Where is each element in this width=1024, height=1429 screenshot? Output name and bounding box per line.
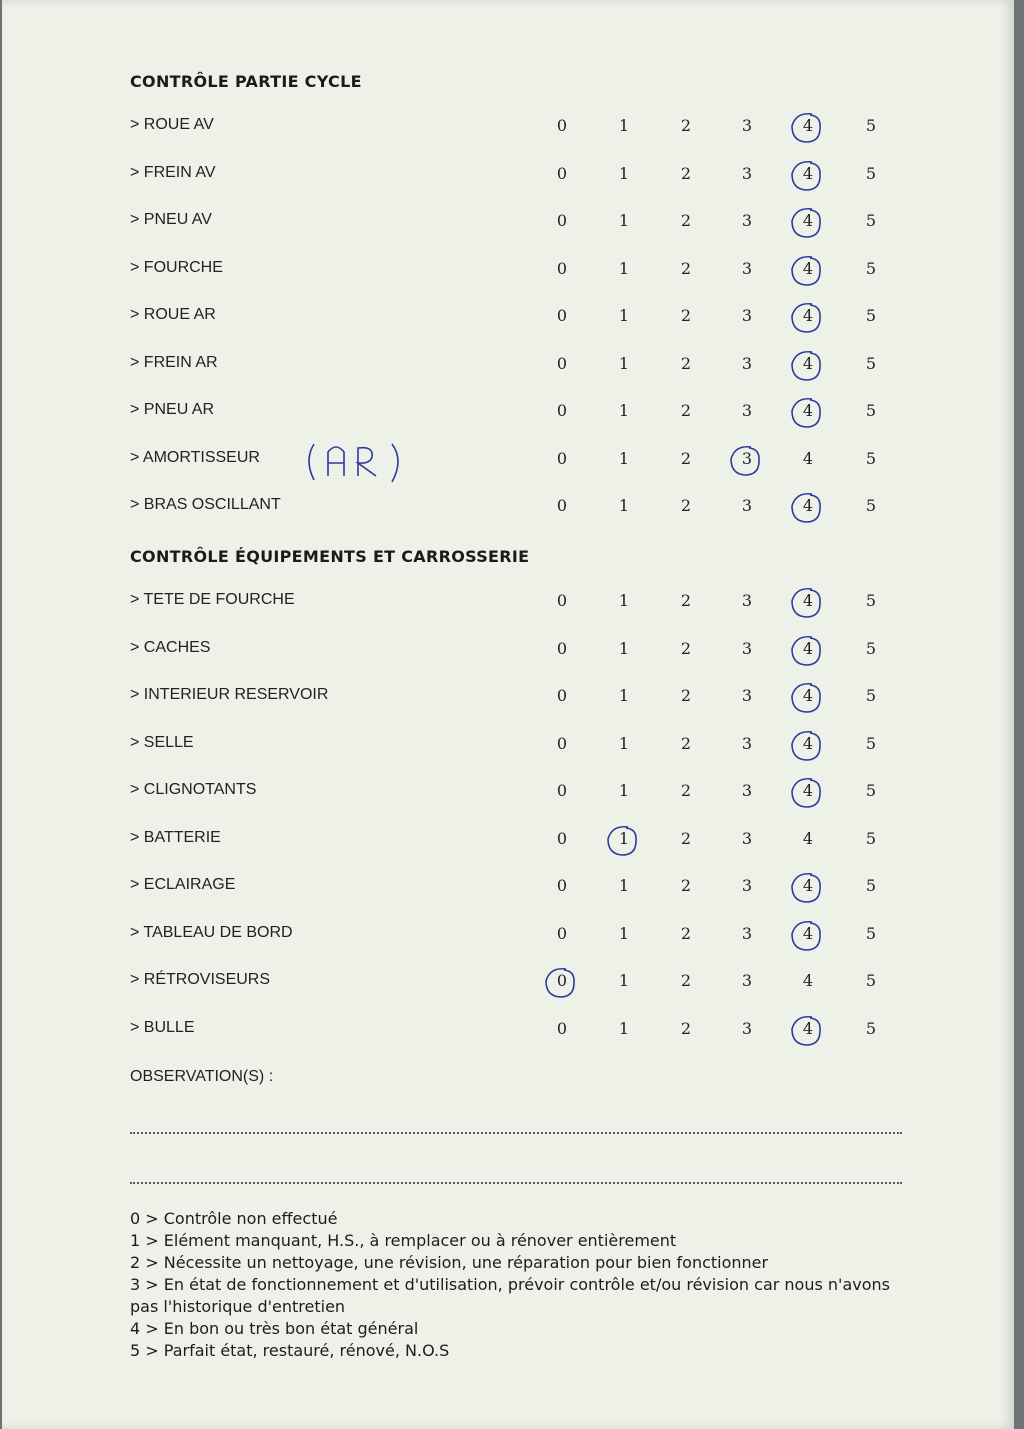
score-value: 4 bbox=[802, 781, 814, 800]
score-option-3[interactable] bbox=[735, 259, 759, 278]
item-label: > BATTERIE bbox=[130, 828, 221, 846]
score-value: 4 bbox=[802, 163, 814, 183]
score-option-1[interactable] bbox=[612, 781, 636, 800]
score-option-2[interactable] bbox=[674, 924, 698, 943]
score-value: 3 bbox=[741, 211, 753, 230]
legend-line-4: 4 > En bon ou très bon état général bbox=[130, 1319, 419, 1338]
score-option-0[interactable] bbox=[550, 781, 574, 800]
score-value: 2 bbox=[680, 638, 692, 658]
score-option-0[interactable] bbox=[550, 449, 574, 468]
score-option-3[interactable] bbox=[735, 686, 759, 705]
checklist-row bbox=[2, 920, 1002, 950]
score-option-0[interactable] bbox=[550, 354, 574, 373]
score-value: 3 bbox=[741, 686, 753, 705]
score-option-2[interactable] bbox=[674, 1019, 698, 1038]
checklist-row bbox=[2, 872, 1002, 902]
checklist-row bbox=[2, 492, 1002, 522]
score-option-2[interactable] bbox=[674, 639, 698, 658]
score-value: 1 bbox=[618, 163, 630, 183]
score-option-0[interactable] bbox=[550, 1019, 574, 1038]
score-option-3[interactable] bbox=[735, 734, 759, 753]
score-value: 0 bbox=[556, 591, 568, 610]
score-value: 5 bbox=[865, 448, 877, 468]
legend-line-1: 1 > Elément manquant, H.S., à remplacer ou à rénover entièrement bbox=[130, 1231, 677, 1250]
score-option-1[interactable] bbox=[612, 496, 636, 515]
score-value: 1 bbox=[618, 781, 630, 800]
score-value: 2 bbox=[680, 781, 692, 800]
score-option-3[interactable] bbox=[735, 639, 759, 658]
score-option-0[interactable] bbox=[550, 639, 574, 658]
score-option-3[interactable] bbox=[735, 354, 759, 373]
observation-line-2[interactable] bbox=[130, 1182, 902, 1184]
score-option-4[interactable] bbox=[796, 211, 820, 230]
score-option-5[interactable] bbox=[859, 449, 883, 468]
score-value: 5 bbox=[865, 163, 877, 183]
score-option-4[interactable] bbox=[796, 829, 820, 848]
score-option-4[interactable] bbox=[796, 924, 820, 943]
score-value: 0 bbox=[556, 686, 568, 705]
score-value: 4 bbox=[802, 686, 814, 705]
observation-line-1[interactable] bbox=[130, 1132, 902, 1134]
score-value: 1 bbox=[618, 211, 630, 230]
score-option-2[interactable] bbox=[674, 164, 698, 183]
score-value: 0 bbox=[556, 401, 568, 420]
score-value: 2 bbox=[680, 971, 692, 990]
score-option-4[interactable] bbox=[796, 354, 820, 373]
score-option-1[interactable] bbox=[612, 829, 636, 848]
score-value: 5 bbox=[865, 306, 877, 325]
score-value: 0 bbox=[556, 163, 568, 183]
score-value: 4 bbox=[802, 638, 814, 658]
score-option-2[interactable] bbox=[674, 354, 698, 373]
score-value: 1 bbox=[618, 258, 630, 278]
score-value: 3 bbox=[741, 781, 753, 800]
checklist-row bbox=[2, 967, 1002, 997]
score-value: 0 bbox=[556, 496, 568, 515]
score-option-3[interactable] bbox=[735, 971, 759, 990]
score-option-3[interactable] bbox=[735, 306, 759, 325]
checklist-row bbox=[2, 397, 1002, 427]
legend-line-3: 3 > En état de fonctionnement et d'utilisation, prévoir contrôle et/ou révision car nous n'avons pas l'historique d'entretien bbox=[130, 1275, 890, 1316]
score-option-5[interactable] bbox=[859, 211, 883, 230]
legend-line-0: 0 > Contrôle non effectué bbox=[130, 1209, 338, 1228]
checklist-row bbox=[2, 255, 1002, 285]
score-value: 3 bbox=[741, 496, 753, 515]
score-value: 0 bbox=[556, 211, 568, 230]
score-option-5[interactable] bbox=[859, 876, 883, 895]
score-value: 0 bbox=[556, 448, 568, 468]
score-option-1[interactable] bbox=[612, 924, 636, 943]
score-option-4[interactable] bbox=[796, 306, 820, 325]
score-option-2[interactable] bbox=[674, 591, 698, 610]
score-option-4[interactable] bbox=[796, 686, 820, 705]
score-value: 3 bbox=[741, 923, 753, 943]
score-value: 0 bbox=[556, 258, 568, 278]
score-option-2[interactable] bbox=[674, 876, 698, 895]
score-option-5[interactable] bbox=[859, 1019, 883, 1038]
score-option-0[interactable] bbox=[550, 306, 574, 325]
score-value: 1 bbox=[618, 686, 630, 705]
score-value: 1 bbox=[618, 353, 630, 373]
score-value: 1 bbox=[618, 638, 630, 658]
score-value: 5 bbox=[865, 1018, 877, 1038]
score-option-3[interactable] bbox=[735, 781, 759, 800]
score-value: 1 bbox=[618, 733, 630, 753]
score-value: 2 bbox=[680, 116, 692, 135]
item-label: > INTERIEUR RESERVOIR bbox=[130, 686, 329, 703]
score-value: 2 bbox=[680, 258, 692, 278]
checklist-row bbox=[2, 587, 1002, 617]
score-value: 4 bbox=[802, 306, 814, 325]
item-label: > ROUE AR bbox=[130, 306, 216, 323]
score-option-5[interactable] bbox=[859, 306, 883, 325]
score-value: 3 bbox=[741, 401, 753, 420]
item-label: > BULLE bbox=[130, 1018, 195, 1036]
score-value: 4 bbox=[802, 211, 814, 230]
checklist-row bbox=[2, 777, 1002, 807]
item-label: > CACHES bbox=[130, 638, 211, 656]
score-value: 3 bbox=[741, 733, 753, 753]
checklist-row bbox=[2, 1015, 1002, 1045]
score-option-0[interactable] bbox=[550, 164, 574, 183]
score-value: 1 bbox=[618, 591, 630, 610]
score-value: 3 bbox=[741, 116, 753, 135]
score-option-5[interactable] bbox=[859, 401, 883, 420]
score-option-0[interactable] bbox=[550, 734, 574, 753]
score-value: 5 bbox=[865, 353, 877, 373]
item-label: > CLIGNOTANTS bbox=[130, 781, 257, 798]
item-label: > BRAS OSCILLANT bbox=[130, 496, 281, 513]
score-option-3[interactable] bbox=[735, 876, 759, 895]
score-value: 4 bbox=[802, 1018, 814, 1038]
score-value: 2 bbox=[680, 828, 692, 848]
score-option-1[interactable] bbox=[612, 211, 636, 230]
score-option-2[interactable] bbox=[674, 306, 698, 325]
score-value: 0 bbox=[556, 733, 568, 753]
section-title-equipment: CONTRÔLE ÉQUIPEMENTS ET CARROSSERIE bbox=[130, 547, 530, 566]
score-value: 2 bbox=[680, 591, 692, 610]
score-value: 4 bbox=[802, 876, 814, 895]
score-value: 1 bbox=[618, 828, 630, 848]
score-value: 2 bbox=[680, 496, 692, 515]
checklist-row bbox=[2, 635, 1002, 665]
score-option-4[interactable] bbox=[796, 116, 820, 135]
score-option-0[interactable] bbox=[550, 876, 574, 895]
score-value: 5 bbox=[865, 971, 877, 990]
score-option-4[interactable] bbox=[796, 591, 820, 610]
legend-line-2: 2 > Nécessite un nettoyage, une révision, une réparation pour bien fonctionner bbox=[130, 1253, 769, 1272]
score-option-1[interactable] bbox=[612, 639, 636, 658]
score-option-4[interactable] bbox=[796, 164, 820, 183]
score-value: 2 bbox=[680, 448, 692, 468]
score-option-1[interactable] bbox=[612, 259, 636, 278]
score-value: 1 bbox=[618, 876, 630, 895]
item-label: > FREIN AR bbox=[130, 353, 218, 371]
score-value: 4 bbox=[802, 116, 814, 135]
score-option-5[interactable] bbox=[859, 354, 883, 373]
score-option-3[interactable] bbox=[735, 164, 759, 183]
score-option-1[interactable] bbox=[612, 401, 636, 420]
score-value: 3 bbox=[741, 353, 753, 373]
score-value: 4 bbox=[802, 923, 814, 943]
checklist-row bbox=[2, 112, 1002, 142]
score-value: 2 bbox=[680, 163, 692, 183]
score-value: 0 bbox=[556, 353, 568, 373]
score-option-4[interactable] bbox=[796, 401, 820, 420]
score-option-4[interactable] bbox=[796, 496, 820, 515]
score-value: 0 bbox=[556, 638, 568, 658]
score-option-0[interactable] bbox=[550, 401, 574, 420]
score-value: 5 bbox=[865, 638, 877, 658]
score-value: 3 bbox=[741, 163, 753, 183]
score-option-2[interactable] bbox=[674, 259, 698, 278]
score-option-1[interactable] bbox=[612, 116, 636, 135]
score-value: 3 bbox=[741, 448, 753, 468]
score-option-0[interactable] bbox=[550, 496, 574, 515]
score-value: 4 bbox=[802, 971, 814, 990]
score-option-4[interactable] bbox=[796, 1019, 820, 1038]
score-value: 5 bbox=[865, 686, 877, 705]
score-option-1[interactable] bbox=[612, 449, 636, 468]
score-option-3[interactable] bbox=[735, 829, 759, 848]
score-value: 1 bbox=[618, 923, 630, 943]
score-value: 3 bbox=[741, 591, 753, 610]
checklist-row bbox=[2, 302, 1002, 332]
checklist-row bbox=[2, 445, 1002, 475]
score-value: 2 bbox=[680, 306, 692, 325]
score-value: 0 bbox=[556, 876, 568, 895]
score-value: 2 bbox=[680, 1018, 692, 1038]
score-option-5[interactable] bbox=[859, 971, 883, 990]
score-option-4[interactable] bbox=[796, 781, 820, 800]
score-option-2[interactable] bbox=[674, 781, 698, 800]
item-label: > SELLE bbox=[130, 733, 194, 751]
score-option-5[interactable] bbox=[859, 829, 883, 848]
score-value: 0 bbox=[556, 781, 568, 800]
score-option-4[interactable] bbox=[796, 876, 820, 895]
score-option-5[interactable] bbox=[859, 781, 883, 800]
score-value: 5 bbox=[865, 591, 877, 610]
score-value: 2 bbox=[680, 923, 692, 943]
score-option-0[interactable] bbox=[550, 211, 574, 230]
score-value: 3 bbox=[741, 971, 753, 990]
score-option-0[interactable] bbox=[550, 971, 574, 990]
score-option-5[interactable] bbox=[859, 259, 883, 278]
item-label: > PNEU AR bbox=[130, 401, 215, 418]
score-value: 5 bbox=[865, 116, 877, 135]
score-option-1[interactable] bbox=[612, 1019, 636, 1038]
checklist-row bbox=[2, 207, 1002, 237]
score-value: 5 bbox=[865, 876, 877, 895]
score-option-3[interactable] bbox=[735, 211, 759, 230]
score-value: 3 bbox=[741, 638, 753, 658]
checklist-row bbox=[2, 730, 1002, 760]
item-label: > ROUE AV bbox=[130, 116, 214, 133]
score-option-3[interactable] bbox=[735, 591, 759, 610]
score-value: 4 bbox=[802, 828, 814, 848]
score-option-1[interactable] bbox=[612, 306, 636, 325]
score-value: 0 bbox=[556, 923, 568, 943]
item-label: > TETE DE FOURCHE bbox=[130, 591, 295, 608]
score-option-2[interactable] bbox=[674, 829, 698, 848]
score-value: 5 bbox=[865, 923, 877, 943]
score-value: 0 bbox=[556, 1018, 568, 1038]
score-value: 0 bbox=[556, 116, 568, 135]
score-option-5[interactable] bbox=[859, 116, 883, 135]
score-option-2[interactable] bbox=[674, 496, 698, 515]
observations-label: OBSERVATION(S) : bbox=[130, 1068, 274, 1085]
checklist-row bbox=[2, 160, 1002, 190]
checklist-row bbox=[2, 682, 1002, 712]
score-option-4[interactable] bbox=[796, 734, 820, 753]
inspection-sheet bbox=[2, 0, 1014, 1429]
score-value: 0 bbox=[556, 306, 568, 325]
score-value: 2 bbox=[680, 353, 692, 373]
score-option-1[interactable] bbox=[612, 591, 636, 610]
score-option-3[interactable] bbox=[735, 1019, 759, 1038]
score-value: 4 bbox=[802, 353, 814, 373]
score-value: 3 bbox=[741, 306, 753, 325]
score-option-0[interactable] bbox=[550, 591, 574, 610]
checklist-row bbox=[2, 825, 1002, 855]
score-value: 5 bbox=[865, 828, 877, 848]
score-value: 5 bbox=[865, 781, 877, 800]
handwritten-note-ar bbox=[300, 436, 420, 486]
score-option-5[interactable] bbox=[859, 734, 883, 753]
score-option-4[interactable] bbox=[796, 971, 820, 990]
section-title-cycle: CONTRÔLE PARTIE CYCLE bbox=[130, 72, 362, 91]
score-value: 3 bbox=[741, 828, 753, 848]
score-value: 2 bbox=[680, 733, 692, 753]
score-option-1[interactable] bbox=[612, 734, 636, 753]
score-option-5[interactable] bbox=[859, 496, 883, 515]
score-value: 2 bbox=[680, 401, 692, 420]
score-value: 2 bbox=[680, 686, 692, 705]
score-option-4[interactable] bbox=[796, 639, 820, 658]
score-option-3[interactable] bbox=[735, 449, 759, 468]
score-value: 2 bbox=[680, 211, 692, 230]
score-value: 5 bbox=[865, 496, 877, 515]
score-value: 3 bbox=[741, 1018, 753, 1038]
score-value: 5 bbox=[865, 258, 877, 278]
score-value: 4 bbox=[802, 258, 814, 278]
score-option-0[interactable] bbox=[550, 686, 574, 705]
score-value: 0 bbox=[556, 828, 568, 848]
score-value: 1 bbox=[618, 448, 630, 468]
score-value: 4 bbox=[802, 401, 814, 420]
score-option-2[interactable] bbox=[674, 971, 698, 990]
score-option-2[interactable] bbox=[674, 734, 698, 753]
score-value: 1 bbox=[618, 1018, 630, 1038]
score-value: 3 bbox=[741, 876, 753, 895]
score-option-0[interactable] bbox=[550, 259, 574, 278]
item-label: > FREIN AV bbox=[130, 163, 216, 181]
item-label: > TABLEAU DE BORD bbox=[130, 923, 293, 941]
score-value: 1 bbox=[618, 496, 630, 515]
item-label: > PNEU AV bbox=[130, 211, 212, 228]
score-value: 1 bbox=[618, 306, 630, 325]
score-option-1[interactable] bbox=[612, 686, 636, 705]
checklist-row bbox=[2, 350, 1002, 380]
score-value: 2 bbox=[680, 876, 692, 895]
score-option-5[interactable] bbox=[859, 639, 883, 658]
score-option-5[interactable] bbox=[859, 686, 883, 705]
score-option-1[interactable] bbox=[612, 354, 636, 373]
score-option-3[interactable] bbox=[735, 116, 759, 135]
score-value: 5 bbox=[865, 211, 877, 230]
score-value: 1 bbox=[618, 116, 630, 135]
score-option-4[interactable] bbox=[796, 449, 820, 468]
score-option-5[interactable] bbox=[859, 164, 883, 183]
item-label: > AMORTISSEUR bbox=[130, 448, 260, 466]
item-label: > FOURCHE bbox=[130, 258, 223, 276]
score-value: 1 bbox=[618, 971, 630, 990]
score-value: 4 bbox=[802, 448, 814, 468]
score-value: 3 bbox=[741, 258, 753, 278]
score-value: 4 bbox=[802, 496, 814, 515]
score-value: 4 bbox=[802, 591, 814, 610]
score-option-0[interactable] bbox=[550, 116, 574, 135]
score-value: 0 bbox=[556, 971, 568, 990]
score-option-0[interactable] bbox=[550, 924, 574, 943]
score-option-1[interactable] bbox=[612, 164, 636, 183]
score-value: 4 bbox=[802, 733, 814, 753]
score-legend bbox=[130, 1208, 910, 1362]
score-option-2[interactable] bbox=[674, 686, 698, 705]
score-option-1[interactable] bbox=[612, 876, 636, 895]
score-option-3[interactable] bbox=[735, 496, 759, 515]
score-option-2[interactable] bbox=[674, 116, 698, 135]
score-option-2[interactable] bbox=[674, 449, 698, 468]
score-value: 1 bbox=[618, 401, 630, 420]
score-option-2[interactable] bbox=[674, 401, 698, 420]
item-label: > RÉTROVISEURS bbox=[130, 971, 271, 988]
score-option-2[interactable] bbox=[674, 211, 698, 230]
score-option-3[interactable] bbox=[735, 924, 759, 943]
score-value: 5 bbox=[865, 401, 877, 420]
legend-line-5: 5 > Parfait état, restauré, rénové, N.O.S bbox=[130, 1341, 450, 1360]
item-label: > ECLAIRAGE bbox=[130, 876, 236, 893]
score-option-5[interactable] bbox=[859, 924, 883, 943]
score-option-1[interactable] bbox=[612, 971, 636, 990]
score-option-4[interactable] bbox=[796, 259, 820, 278]
score-value: 5 bbox=[865, 733, 877, 753]
score-option-3[interactable] bbox=[735, 401, 759, 420]
score-option-0[interactable] bbox=[550, 829, 574, 848]
score-option-5[interactable] bbox=[859, 591, 883, 610]
